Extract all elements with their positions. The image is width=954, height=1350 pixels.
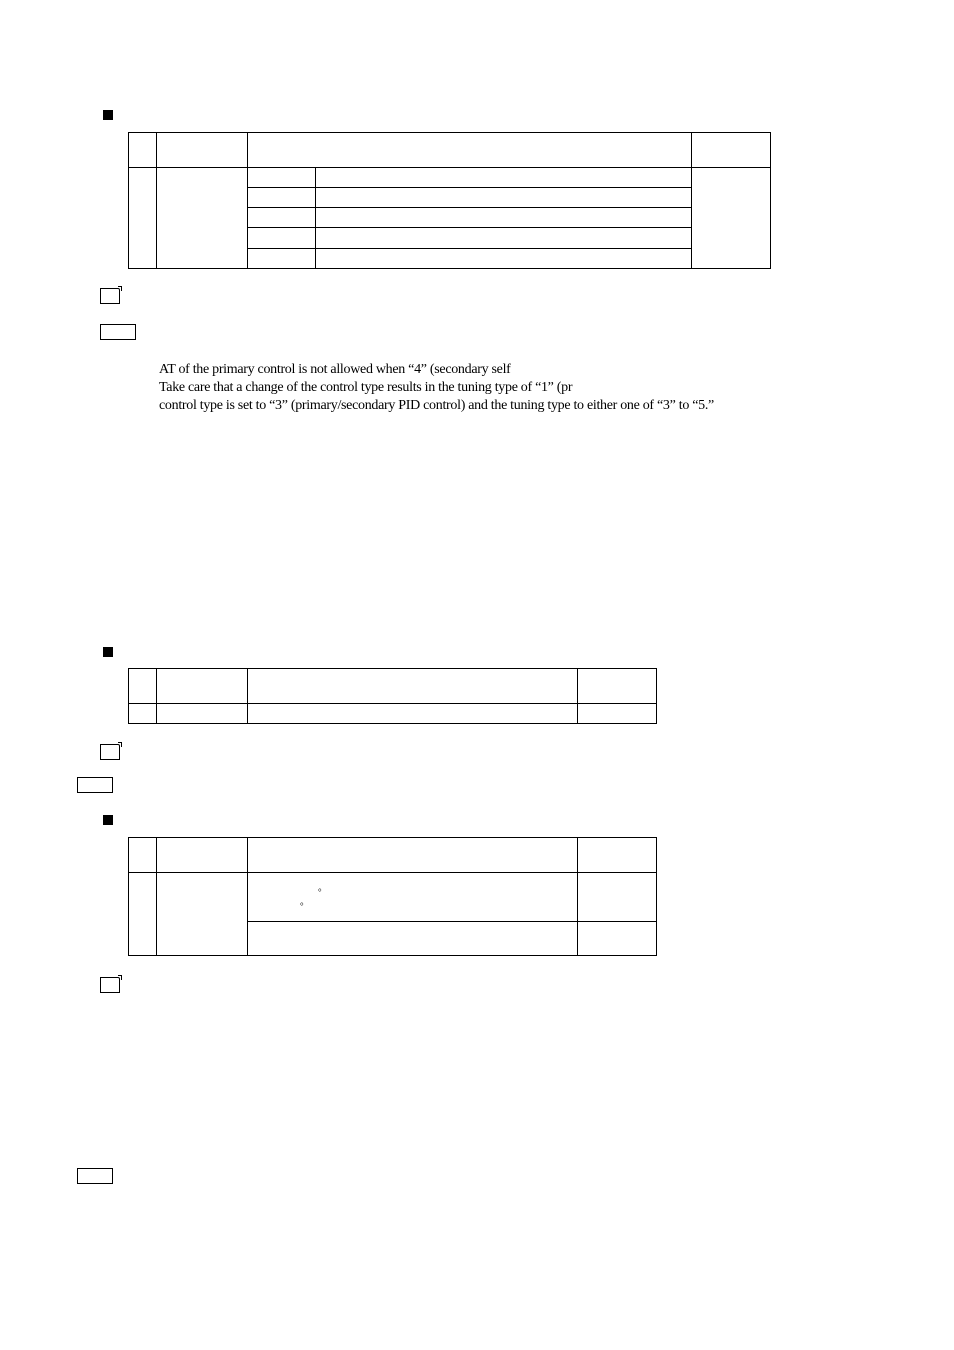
note-icon (100, 744, 120, 760)
table-1-row (247, 207, 691, 208)
table-1-row (247, 248, 691, 249)
degree-mark: ° (300, 901, 304, 911)
section-bullet-2 (103, 647, 113, 657)
note-icon (100, 288, 120, 304)
section-bullet-3 (103, 815, 113, 825)
note-icon (100, 977, 120, 993)
notes-paragraph (159, 361, 714, 415)
degree-mark: ° (318, 887, 322, 897)
note-line: control type is set to “3” (primary/secondary PID control) and the tuning type to either one of “3” to “5.” (159, 398, 714, 413)
reference-box (100, 324, 136, 340)
table-1-row (247, 227, 691, 228)
section-bullet-1 (103, 110, 113, 120)
reference-box (77, 1168, 113, 1184)
note-line: Take care that a change of the control type results in the tuning type of “1” (pr (159, 380, 573, 395)
note-line: AT of the primary control is not allowed when “4” (secondary self (159, 362, 511, 377)
table-1-row (247, 187, 691, 188)
reference-box (77, 777, 113, 793)
